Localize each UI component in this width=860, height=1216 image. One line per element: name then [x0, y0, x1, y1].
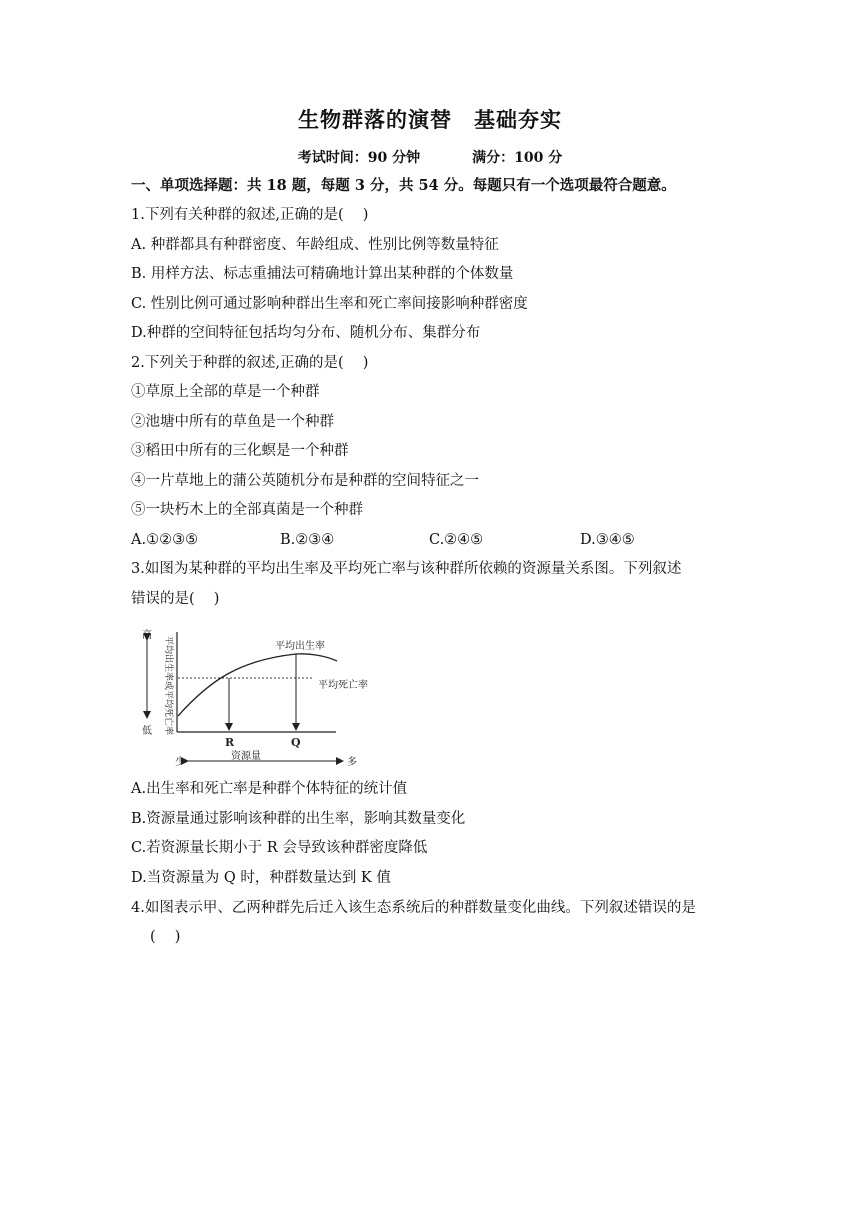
q2-option-c: C.②④⑤	[429, 532, 484, 548]
q3-option-d: D.当资源量为 Q 时，种群数量达到 K 值	[131, 870, 391, 886]
section-heading: 一、单项选择题：共 18 题，每题 3 分，共 54 分。每题只有一个选项最符合题意。	[131, 177, 676, 194]
q1-stem: 1.下列有关种群的叙述,正确的是( )	[131, 207, 369, 223]
q2-item-4: ④一片草地上的蒲公英随机分布是种群的空间特征之一	[131, 473, 479, 489]
birth-rate-label: 平均出生率	[275, 641, 325, 652]
y-axis-label: 平均出生率或平均死亡率	[163, 636, 173, 736]
x-axis-label: 资源量	[231, 751, 261, 762]
r-label: R	[225, 736, 235, 749]
q2-option-d: D.③④⑤	[580, 532, 635, 548]
page-title: 生物群落的演替 基础夯实	[298, 107, 562, 132]
q2-option-b: B.②③④	[280, 532, 335, 548]
q4-paren: ( )	[150, 929, 181, 945]
q2-item-3: ③稻田中所有的三化螟是一个种群	[131, 443, 349, 459]
exam-info	[0, 147, 860, 167]
birth-rate-curve	[178, 654, 337, 716]
q1-option-a: A. 种群都具有种群密度、年龄组成、性别比例等数量特征	[131, 237, 499, 253]
exam-score: 满分：100 分	[472, 150, 563, 166]
x-more-label: 多	[347, 757, 357, 768]
q3-stem-line1: 3.如图为某种群的平均出生率及平均死亡率与该种群所依赖的资源量关系图。下列叙述	[131, 561, 682, 577]
q2-option-a: A.①②③⑤	[131, 532, 199, 548]
q1-option-d: D.种群的空间特征包括均匀分布、随机分布、集群分布	[131, 325, 481, 341]
death-rate-label: 平均死亡率	[318, 680, 368, 691]
q3-stem-line2: 错误的是( )	[131, 591, 220, 607]
q1-option-c: C. 性别比例可通过影响种群出生率和死亡率间接影响种群密度	[131, 296, 528, 312]
y-high-label: 高	[142, 630, 152, 641]
x-less-label: 少	[175, 757, 185, 768]
q3-option-a: A.出生率和死亡率是种群个体特征的统计值	[131, 781, 408, 797]
q4-stem: 4.如图表示甲、乙两种群先后迁入该生态系统后的种群数量变化曲线。下列叙述错误的是	[131, 900, 696, 916]
q3-option-c: C.若资源量长期小于 R 会导致该种群密度降低	[131, 840, 428, 856]
q2-item-5: ⑤一块朽木上的全部真菌是一个种群	[131, 502, 363, 518]
y-low-label: 低	[142, 726, 152, 737]
q2-item-1: ①草原上全部的草是一个种群	[131, 384, 320, 400]
q2-item-2: ②池塘中所有的草鱼是一个种群	[131, 414, 334, 430]
exam-time: 考试时间：90 分钟	[297, 150, 421, 166]
q3-option-b: B.资源量通过影响该种群的出生率，影响其数量变化	[131, 811, 466, 827]
q2-stem: 2.下列关于种群的叙述,正确的是( )	[131, 355, 369, 371]
q1-option-b: B. 用样方法、标志重捕法可精确地计算出某种群的个体数量	[131, 266, 514, 282]
q-label: Q	[291, 736, 301, 749]
q3-figure	[130, 618, 380, 770]
